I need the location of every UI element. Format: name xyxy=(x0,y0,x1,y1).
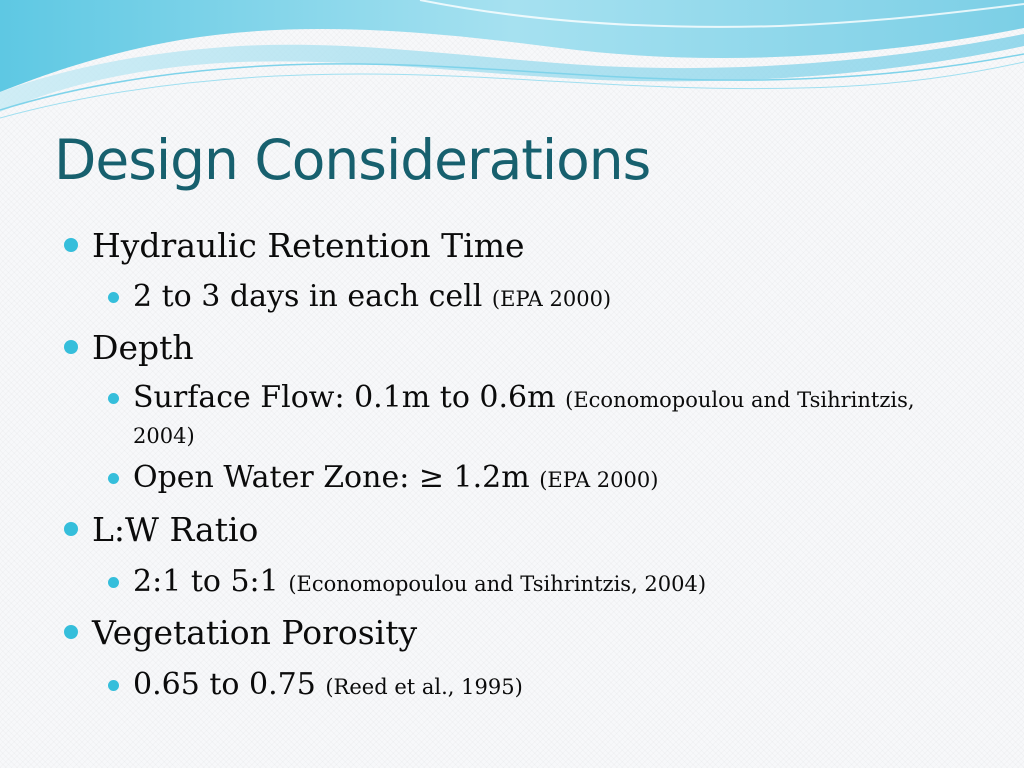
bullet-label: Open Water Zone: ≥ 1.2m xyxy=(133,460,530,495)
bullet-dot-icon xyxy=(64,238,78,252)
sub-bullet-retention-days xyxy=(133,280,611,316)
bullet-depth xyxy=(92,328,194,367)
bullet-label: 0.65 to 0.75 xyxy=(133,667,316,702)
sub-bullet-open-water-zone xyxy=(133,461,658,497)
bullet-dot-icon xyxy=(108,473,119,484)
citation: (Reed et al., 1995) xyxy=(325,675,523,699)
bullet-label: Vegetation Porosity xyxy=(92,613,418,652)
bullet-label: Depth xyxy=(92,328,194,367)
bullet-label: Surface Flow: 0.1m to 0.6m xyxy=(133,380,556,415)
bullet-vegetation-porosity xyxy=(92,613,417,652)
bullet-label: 2 to 3 days in each cell xyxy=(133,279,483,314)
bullet-dot-icon xyxy=(108,577,119,588)
bullet-label: Hydraulic Retention Time xyxy=(92,226,525,265)
bullet-lw-ratio xyxy=(92,510,258,549)
bullet-hydraulic-retention-time xyxy=(92,226,525,265)
citation: (EPA 2000) xyxy=(491,287,612,311)
bullet-dot-icon xyxy=(64,625,78,639)
bullet-label: L:W Ratio xyxy=(92,510,259,549)
citation: (Economopoulou and Tsihrintzis, 2004) xyxy=(133,388,915,448)
bullet-dot-icon xyxy=(108,393,119,404)
citation: (EPA 2000) xyxy=(539,468,659,492)
bullet-dot-icon xyxy=(64,340,78,354)
bullet-label: 2:1 to 5:1 xyxy=(133,564,279,599)
bullet-dot-icon xyxy=(64,522,78,536)
citation: (Economopoulou and Tsihrintzis, 2004) xyxy=(288,572,707,596)
slide-title: Design Considerations xyxy=(54,128,651,192)
bullet-dot-icon xyxy=(108,680,119,691)
sub-bullet-surface-flow xyxy=(133,381,923,453)
sub-bullet-ratio-range xyxy=(133,565,706,601)
bullet-dot-icon xyxy=(108,292,119,303)
sub-bullet-porosity-range xyxy=(133,668,523,704)
